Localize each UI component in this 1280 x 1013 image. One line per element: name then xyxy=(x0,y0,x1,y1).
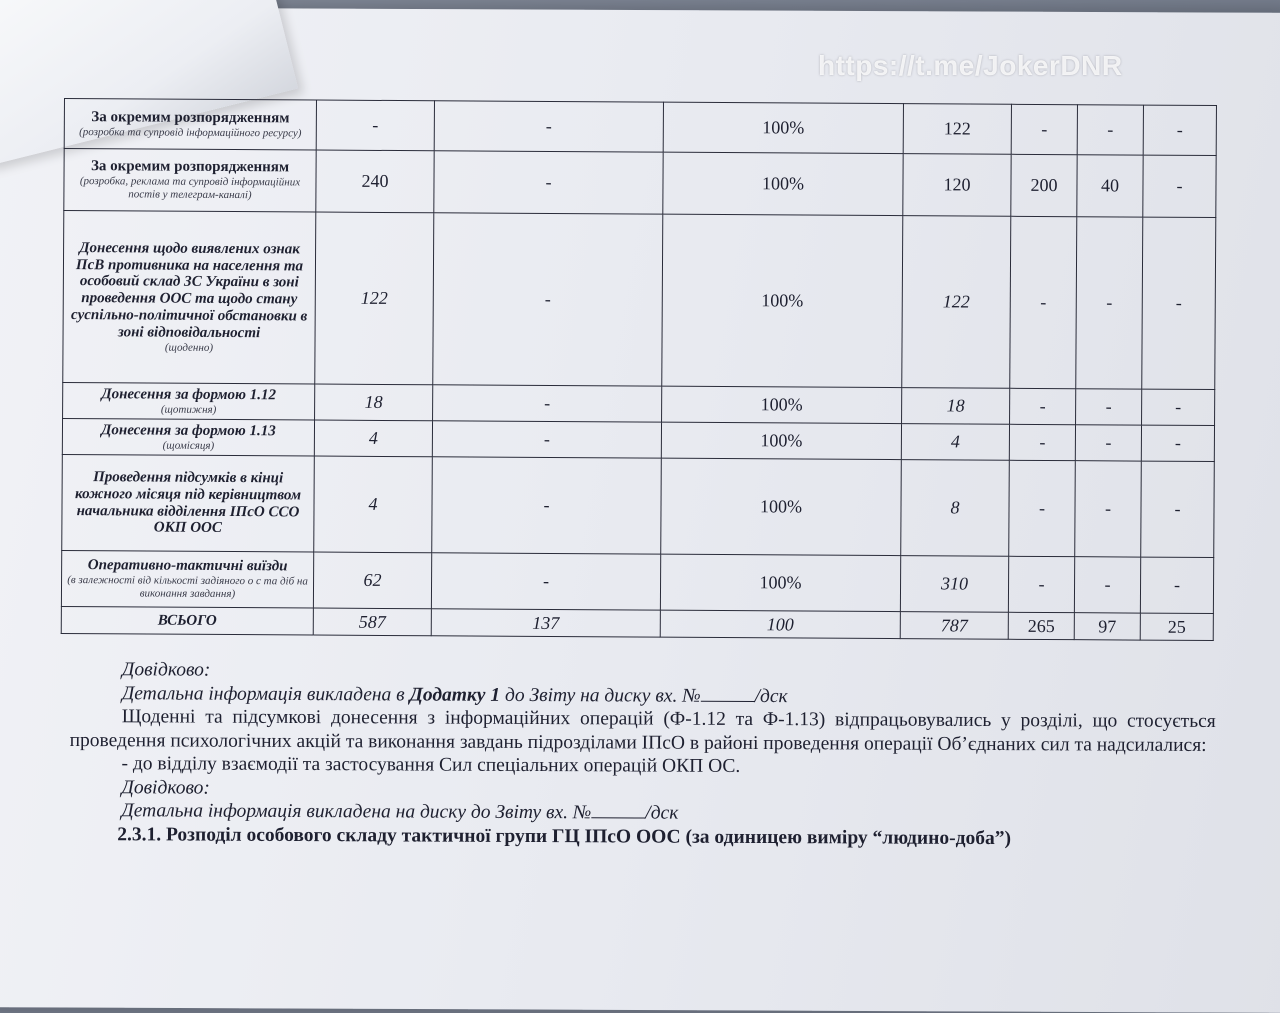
value-cell-c4: 120 xyxy=(903,154,1011,217)
value-cell-c3: 100% xyxy=(663,152,903,215)
value-cell-c7: - xyxy=(1142,217,1216,389)
value-cell-c1: - xyxy=(316,100,434,151)
value-cell-c7: - xyxy=(1140,557,1213,613)
total-value-c4: 787 xyxy=(900,612,1008,640)
row-label-cell xyxy=(63,211,316,385)
recipient-bullet: - до відділу взаємодії та застосування Сил спеціальних операцій ОКП ОС. xyxy=(121,753,741,777)
row-title: Проведення підсумків в кінці кожного місяця під керівництвом начальника відділення ІПсО ССО ОКП ООС xyxy=(75,469,302,537)
row-title: Донесення за формою 1.13 xyxy=(101,422,276,440)
value-cell-c2: - xyxy=(433,385,662,422)
value-cell-c1: 122 xyxy=(315,212,434,385)
total-value-c1: 587 xyxy=(313,608,431,636)
value-cell-c7: - xyxy=(1143,155,1216,217)
value-cell-c5: - xyxy=(1009,460,1076,556)
value-cell-c3: 100% xyxy=(662,214,903,387)
row-note: (щоденно) xyxy=(164,341,214,354)
row-note: (в залежності від кількості задіяного о с та діб на виконання завдання) xyxy=(67,574,308,600)
row-note: (щотижня) xyxy=(160,403,217,416)
total-value-c7: 25 xyxy=(1140,613,1213,640)
row-note: (розробка, реклама та супровід інформаційних постів у телеграм-каналі) xyxy=(79,175,301,202)
value-cell-c4: 18 xyxy=(902,388,1010,425)
reference-line-2: Детальна інформація викладена на диску до Звіту вх. № /дск xyxy=(121,800,679,824)
value-cell-c4: 122 xyxy=(902,216,1011,389)
total-value-c3: 100 xyxy=(660,610,900,638)
value-cell-c4: 310 xyxy=(900,556,1008,613)
value-cell-c1: 4 xyxy=(314,456,433,553)
row-label-cell xyxy=(63,382,315,420)
document-body-text xyxy=(69,658,1216,851)
row-label-cell xyxy=(61,550,313,608)
value-cell-c2: - xyxy=(434,101,663,152)
total-value-c6: 97 xyxy=(1074,613,1140,640)
value-cell-c6: 40 xyxy=(1077,155,1143,217)
value-cell-c6: - xyxy=(1074,557,1140,613)
table-row xyxy=(61,550,1213,613)
value-cell-c4: 122 xyxy=(903,104,1011,155)
total-label-cell: ВСЬОГО xyxy=(61,606,313,635)
value-cell-c3: 100% xyxy=(661,458,902,555)
value-cell-c2: - xyxy=(434,151,663,214)
reference-label: Довідково: xyxy=(121,659,211,681)
value-cell-c2: - xyxy=(433,213,663,386)
value-cell-c5: - xyxy=(1009,424,1075,460)
value-cell-c7: - xyxy=(1143,105,1216,155)
row-label-cell xyxy=(62,454,315,552)
blank-number-field-2 xyxy=(591,801,645,818)
total-value-c5: 265 xyxy=(1008,612,1074,639)
value-cell-c6: - xyxy=(1077,105,1143,155)
row-note: (щомісяця) xyxy=(162,439,215,452)
report-table-body xyxy=(61,99,1216,641)
row-title: За окремим розпорядженням xyxy=(90,158,290,176)
total-value-c2: 137 xyxy=(431,609,660,637)
value-cell-c1: 62 xyxy=(313,552,431,609)
value-cell-c5: - xyxy=(1010,388,1076,424)
value-cell-c1: 18 xyxy=(315,384,433,421)
value-cell-c1: 240 xyxy=(316,150,434,213)
table-row xyxy=(64,99,1216,156)
value-cell-c6: - xyxy=(1075,425,1141,461)
value-cell-c3: 100% xyxy=(660,554,900,611)
value-cell-c4: 4 xyxy=(901,424,1009,461)
report-table xyxy=(61,98,1217,641)
value-cell-c7: - xyxy=(1141,425,1214,461)
value-cell-c6: - xyxy=(1076,217,1143,389)
blank-number-field xyxy=(701,684,755,701)
appendix-reference: Додатку 1 xyxy=(409,683,501,706)
reference-line-1: Детальна інформація викладена в Додатку 1 до Звіту на диску вх. № /дск xyxy=(121,682,788,707)
value-cell-c2: - xyxy=(432,457,662,554)
value-cell-c7: - xyxy=(1142,389,1215,425)
value-cell-c5: 200 xyxy=(1011,154,1077,216)
section-heading: 2.3.1. Розподіл особового складу тактичної групи ГЦ ІПсО ООС (за одиницею виміру “людино-доба”) xyxy=(117,823,1012,849)
value-cell-c2: - xyxy=(431,553,660,610)
table-row xyxy=(64,149,1216,218)
watermark-text: https://t.me/JokerDNR xyxy=(818,50,1123,81)
value-cell-c6: - xyxy=(1075,461,1142,557)
reference-label-2: Довідково: xyxy=(121,776,210,799)
report-paragraph: Щоденні та підсумкові донесення з інформаційних операцій (Ф-1.12 та Ф-1.13) відпрацьовувались у розділі, що стосується проведення психологічних акцій та виконання завдань підрозділами ІПсО в районі проведення операції Об’єднаних сил та надсилалися: xyxy=(69,706,1216,756)
value-cell-c1: 4 xyxy=(314,420,432,457)
value-cell-c7: - xyxy=(1141,461,1215,557)
table-row xyxy=(62,454,1215,557)
row-title: Донесення щодо виявлених ознак ПсВ противника на населення та особовий склад ЗС України в зоні проведення ООС та щодо стану суспільно-політичної обстановки в зоні відповідальності xyxy=(70,239,308,341)
value-cell-c5: - xyxy=(1010,216,1077,388)
table-row xyxy=(63,211,1216,390)
row-title: Донесення за формою 1.12 xyxy=(101,386,277,404)
value-cell-c4: 8 xyxy=(901,460,1010,557)
value-cell-c5: - xyxy=(1008,556,1074,612)
value-cell-c3: 100% xyxy=(662,386,902,423)
value-cell-c2: - xyxy=(432,421,661,458)
row-label-cell xyxy=(64,149,316,213)
row-label-cell xyxy=(64,99,316,151)
value-cell-c6: - xyxy=(1076,389,1142,425)
row-note: (розробка та супровід інформаційного ресурсу) xyxy=(79,125,302,140)
value-cell-c3: 100% xyxy=(663,102,903,153)
value-cell-c5: - xyxy=(1011,104,1077,154)
row-title: Оперативно-тактичні виїзди xyxy=(87,557,288,575)
row-title: За окремим розпорядженням xyxy=(91,108,290,127)
value-cell-c3: 100% xyxy=(661,422,901,459)
row-label-cell xyxy=(62,418,314,456)
